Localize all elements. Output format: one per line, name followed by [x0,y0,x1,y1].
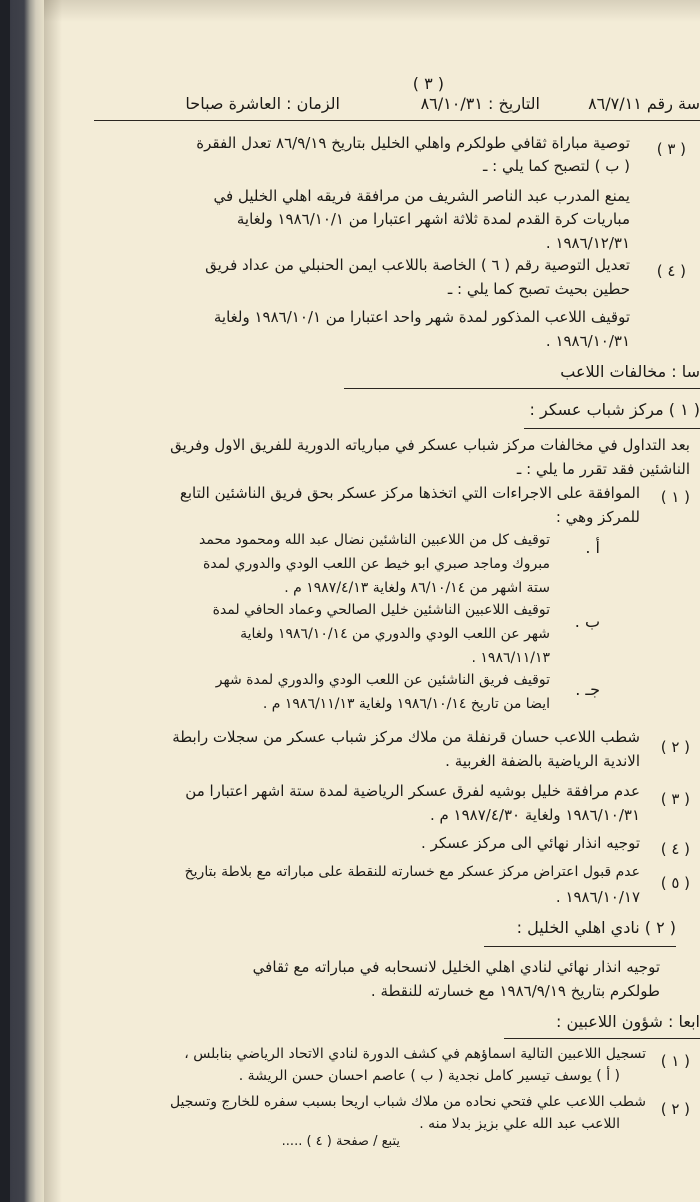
item-text: اللاعب عبد الله علي بزيز بدلا منه . [419,1116,620,1132]
item-number: ( ٢ ) [660,1100,690,1118]
sub-item-text: توقيف كل من اللاعبين الناشئين نضال عبد الله ومحمود محمد [199,532,550,548]
sub-item-text: ستة اشهر من ٨٦/١٠/١٤ ولغاية ١٩٨٧/٤/١٣ م . [284,580,550,596]
item-number: ( ١ ) [660,1052,690,1070]
sub-item-letter: ب . [574,612,600,631]
item-text: تسجيل اللاعبين التالية اسماؤهم في كشف الدورة لنادي الاتحاد الرياضي بنابلس ، [184,1046,646,1062]
amendment-number: ( ٣ ) [656,140,686,158]
item-text: عدم مرافقة خليل بوشيه لفرق عسكر الرياضية لمدة ستة اشهر اعتبارا من [185,782,640,800]
section-title: سا : مخالفات اللاعب [560,362,700,381]
sub-item-letter: جـ . [575,680,600,699]
amendment-number: ( ٤ ) [656,262,686,280]
amendment-text: ١٩٨٦/١٢/٣١ . [545,234,630,252]
sub-item-text: توقيف اللاعبين الناشئين خليل الصالحي وعماد الحافي لمدة [212,602,550,618]
sub-item-text: توقيف فريق الناشئين عن اللعب الودي والدوري لمدة شهر [215,672,550,688]
header-session: سة رقم ٨٦/٧/١١ [588,94,700,113]
item-number: ( ٥ ) [660,874,690,892]
item-text: ١٩٨٦/١٠/٣١ ولغاية ١٩٨٧/٤/٣٠ م . [429,806,640,824]
amendment-text: ( ب ) لتصبح كما يلي : ـ [483,157,630,175]
item-number: ( ٢ ) [660,738,690,756]
page-top-shadow [44,0,700,22]
item-text: الموافقة على الاجراءات التي اتخذها مركز عسكر بحق فريق الناشئين التابع [179,484,640,502]
amendment-text: تعديل التوصية رقم ( ٦ ) الخاصة باللاعب ايمن الحنبلي من عداد فريق [205,256,630,274]
item-text: ١٩٨٦/١٠/١٧ . [555,888,640,906]
amendment-text: حطين بحيث تصبح كما يلي : ـ [447,280,630,298]
item-text: شطب اللاعب حسان قرنفلة من ملاك مركز شباب عسكر من سجلات رابطة [172,728,640,746]
paragraph: الناشئين فقد تقرر ما يلي : ـ [516,460,690,478]
amendment-text: يمنع المدرب عبد الناصر الشريف من مرافقة فريقه اهلي الخليل في [213,187,630,205]
sub-item-text: مبروك وماجد صبري ابو خيط عن اللعب الودي والدوري لمدة [203,556,550,572]
sub-item-letter: أ . [585,538,600,557]
paragraph: توجيه انذار نهائي لنادي اهلي الخليل لانسحابه في مباراته مع ثقافي [252,958,660,976]
item-text: ( أ ) يوسف تيسير كامل نجدية ( ب ) عاصم احسان حسن الريشة . [238,1068,620,1084]
item-number: ( ٤ ) [660,840,690,858]
header-rule [94,120,700,121]
subsection-rule [484,946,676,947]
amendment-text: توقيف اللاعب المذكور لمدة شهر واحد اعتبارا من ١٩٨٦/١٠/١ ولغاية [213,308,630,326]
amendment-text: ١٩٨٦/١٠/٣١ . [545,332,630,350]
amendment-text: توصية مباراة ثقافي طولكرم واهلي الخليل بتاريخ ٨٦/٩/١٩ تعدل الفقرة [196,134,630,152]
page-footer: يتبع / صفحة ( ٤ ) ..... [281,1134,400,1149]
book-binding [0,0,44,1202]
item-text: توجيه انذار نهائي الى مركز عسكر . [421,834,640,852]
item-text: عدم قبول اعتراض مركز عسكر مع خسارته للنقطة على مباراته مع بلاطة بتاريخ [184,864,640,880]
section-title-rule [504,1038,700,1039]
item-number: ( ٣ ) [660,790,690,808]
subsection-title: ( ٢ ) نادي اهلي الخليل : [516,918,676,937]
header-time: الزمان : العاشرة صباحا [185,94,340,113]
header-date: التاريخ : ٨٦/١٠/٣١ [420,94,540,113]
section-title: ابعا : شؤون اللاعبين : [555,1012,700,1031]
item-text: للمركز وهي : [555,508,640,526]
sub-item-text: ايضا من تاريخ ١٩٨٦/١٠/١٤ ولغاية ١٩٨٦/١١/١٣ م . [262,696,550,712]
amendment-text: مباريات كرة القدم لمدة ثلاثة اشهر اعتبارا من ١٩٨٦/١٠/١ ولغاية [236,210,630,228]
subsection-rule [524,428,700,429]
document-page [44,0,700,1202]
sub-item-text: شهر عن اللعب الودي والدوري من ١٩٨٦/١٠/١٤ ولغاية [240,626,550,642]
item-number: ( ١ ) [660,488,690,506]
subsection-title: ( ١ ) مركز شباب عسكر : [529,400,700,419]
item-text: شطب اللاعب علي فتحي نحاده من ملاك شباب اريحا بسبب سفره للخارج وتسجيل [169,1094,646,1110]
section-title-rule [344,388,700,389]
item-text: الاندية الرياضية بالضفة الغربية . [445,752,640,770]
page-number: ( ٣ ) [412,74,444,93]
sub-item-text: ١٩٨٦/١١/١٣ . [471,650,550,666]
paragraph: بعد التداول في مخالفات مركز شباب عسكر في مبارياته الدورية للفريق الاول وفريق [170,436,690,454]
paragraph: طولكرم بتاريخ ١٩٨٦/٩/١٩ مع خسارته للنقطة . [370,982,660,1000]
